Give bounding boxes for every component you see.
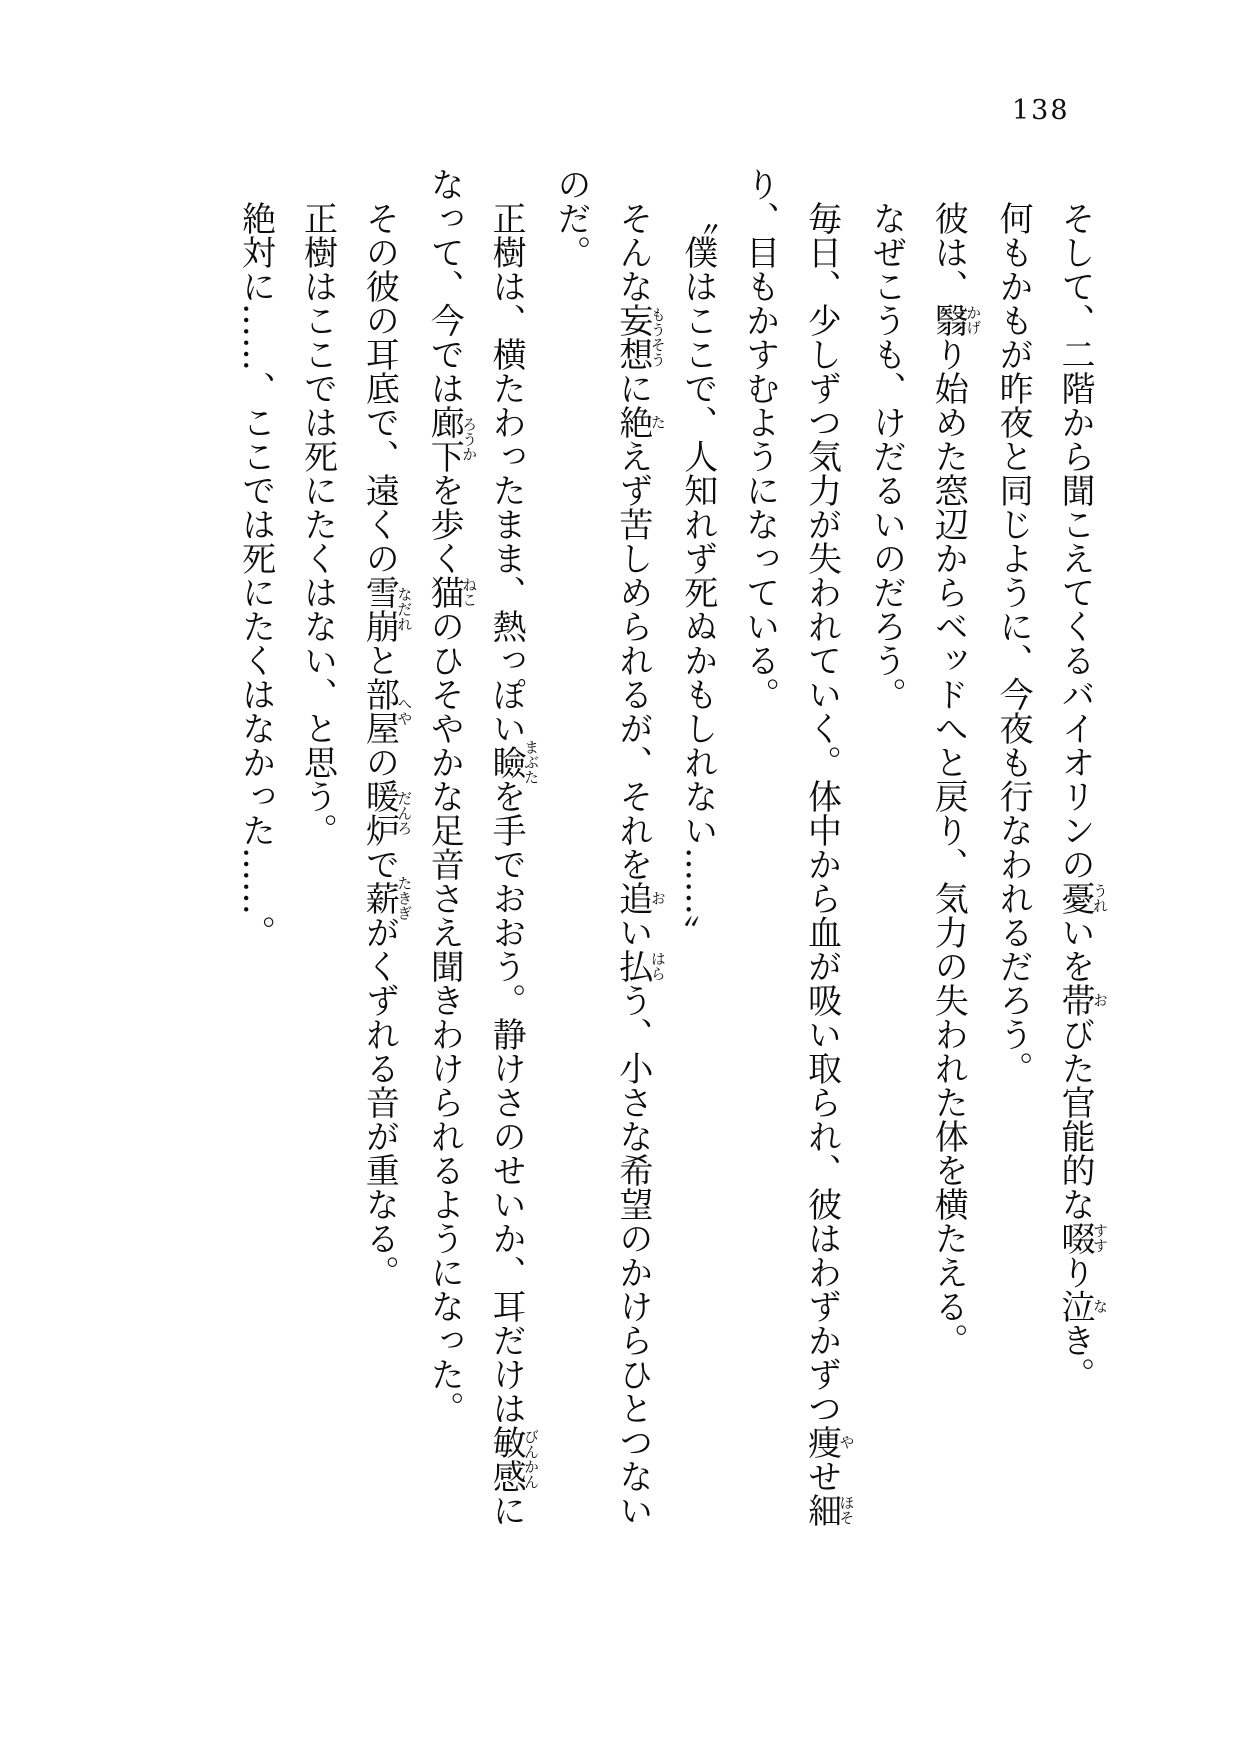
furigana-term: 憂うれ: [1055, 881, 1109, 915]
paragraph: 彼は、翳かげり始めた窓辺からベッドへと戻り、気力の失われた体を横たえる。: [928, 201, 983, 1357]
furigana-term: 廊下ろうか: [424, 405, 479, 473]
furigana-term: 薪たきぎ: [359, 875, 414, 921]
paragraph: そして、二階から聞こえてくるバイオリンの憂うれいを帯おびた官能的な啜すすり泣なき。: [1055, 201, 1109, 1391]
furigana-term: 啜すす: [1055, 1221, 1109, 1255]
furigana-term: 帯お: [1055, 983, 1109, 1017]
paragraph: 正樹は、横たわったまま、熱っぽい瞼まぶたを手でおおう。静けさのせいか、耳だけは敏感びんかんになって、今では廊下ろうかを歩く猫ねこのひそやかな足音さえ聞きわけられるようになった。: [424, 167, 541, 1527]
page-number: 138: [1012, 95, 1070, 126]
furigana-term: 痩や: [801, 1425, 856, 1459]
paragraph: 正樹はここでは死にたくはない、と思う。: [297, 201, 338, 847]
furigana-term: 泣な: [1055, 1289, 1109, 1323]
furigana-term: 瞼まぶた: [486, 739, 541, 785]
paragraph: 何もかもが昨夜と同じように、今夜も行なわれるだろう。: [993, 201, 1034, 1085]
paragraph: 絶対に……、ここでは死にたくはなかった……。: [235, 201, 276, 949]
text-body: [224, 167, 1108, 1542]
furigana-term: 敏感びんかん: [486, 1425, 541, 1493]
furigana-term: 追お: [612, 881, 667, 915]
paragraph: なぜこうも、けだるいのだろう。: [866, 201, 907, 711]
furigana-term: 部屋へや: [359, 677, 414, 745]
furigana-term: 絶た: [612, 405, 667, 439]
paragraph: 毎日、少しずつ気力が失われていく。体中から血が吸い取られ、彼はわずかずつ痩やせ細ほそり、目もかすむようになっている。: [739, 167, 856, 1527]
furigana-term: 暖炉だんろ: [359, 779, 414, 847]
paragraph: そんな妄想もうそうに絶たえず苦しめられるが、それを追おい払はらう、小さな希望のかけらひとつないのだ。: [551, 167, 667, 1527]
paragraph: その彼の耳底で、遠くの雪崩なだれと部屋へやの暖炉だんろで薪たきぎがくずれる音が重なる。: [359, 201, 414, 1289]
furigana-term: 翳かげ: [928, 303, 983, 337]
furigana-term: 細ほそ: [801, 1493, 856, 1527]
furigana-term: 猫ねこ: [424, 575, 479, 609]
paragraph: 〝僕はここで、人知れず死ぬかもしれない……〟: [677, 201, 718, 949]
furigana-term: 雪崩なだれ: [359, 575, 414, 643]
furigana-term: 妄想もうそう: [612, 303, 667, 371]
furigana-term: 払はら: [612, 949, 667, 983]
